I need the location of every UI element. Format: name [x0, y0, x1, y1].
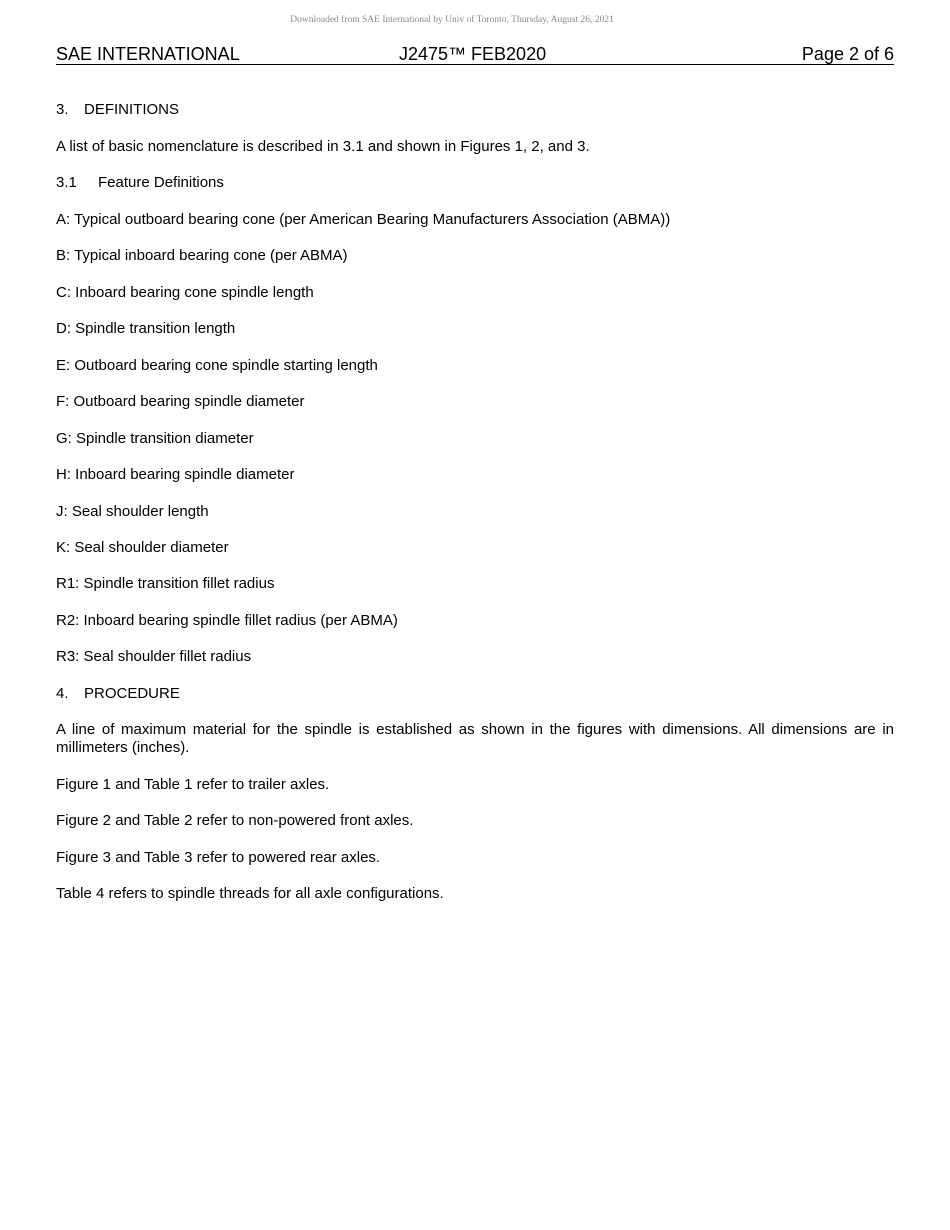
download-watermark: Downloaded from SAE International by Univ of Toronto, Thursday, August 26, 2021 — [290, 15, 614, 25]
figure-reference: Figure 3 and Table 3 refer to powered rear axles. — [56, 849, 381, 866]
header-page-number: Page 2 of 6 — [801, 44, 894, 64]
procedure-paragraph: A line of maximum material for the spindle is established as shown in the figures with dimensions. All dimensions are in millimeters (inches). — [56, 721, 894, 756]
section-4-heading — [56, 685, 180, 703]
definition-c: C: Inboard bearing cone spindle length — [56, 284, 314, 301]
subsection-3-1-title: Feature Definitions — [98, 174, 224, 191]
definition-f: F: Outboard bearing spindle diameter — [56, 393, 305, 410]
definition-g: G: Spindle transition diameter — [56, 430, 254, 447]
section-4-number: 4. — [56, 685, 69, 702]
subsection-3-1-heading — [56, 174, 224, 192]
definition-e: E: Outboard bearing cone spindle starting length — [56, 357, 378, 374]
definition-h: H: Inboard bearing spindle diameter — [56, 466, 295, 483]
section-4-title: PROCEDURE — [84, 685, 180, 702]
section-3-heading — [56, 101, 179, 119]
section-3-intro: A list of basic nomenclature is described in 3.1 and shown in Figures 1, 2, and 3. — [56, 138, 590, 155]
subsection-3-1-number: 3.1 — [56, 174, 77, 191]
figure-reference: Figure 1 and Table 1 refer to trailer axles. — [56, 776, 330, 793]
definition-r1: R1: Spindle transition fillet radius — [56, 575, 275, 592]
section-3-title: DEFINITIONS — [84, 101, 180, 118]
definition-j: J: Seal shoulder length — [56, 503, 209, 520]
figure-reference: Figure 2 and Table 2 refer to non-powered front axles. — [56, 812, 414, 829]
definition-k: K: Seal shoulder diameter — [56, 539, 229, 556]
header-document-id: J2475™ FEB2020 — [399, 44, 547, 64]
definition-r2: R2: Inboard bearing spindle fillet radius (per ABMA) — [56, 612, 398, 629]
definition-r3: R3: Seal shoulder fillet radius — [56, 648, 252, 665]
definition-d: D: Spindle transition length — [56, 320, 236, 337]
table-reference: Table 4 refers to spindle threads for all axle configurations. — [56, 885, 444, 902]
definition-a: A: Typical outboard bearing cone (per American Bearing Manufacturers Association (ABMA)) — [56, 211, 671, 228]
page-header — [56, 44, 894, 65]
definition-b: B: Typical inboard bearing cone (per ABMA) — [56, 247, 348, 264]
header-organization: SAE INTERNATIONAL — [56, 44, 240, 64]
section-3-number: 3. — [56, 101, 69, 118]
